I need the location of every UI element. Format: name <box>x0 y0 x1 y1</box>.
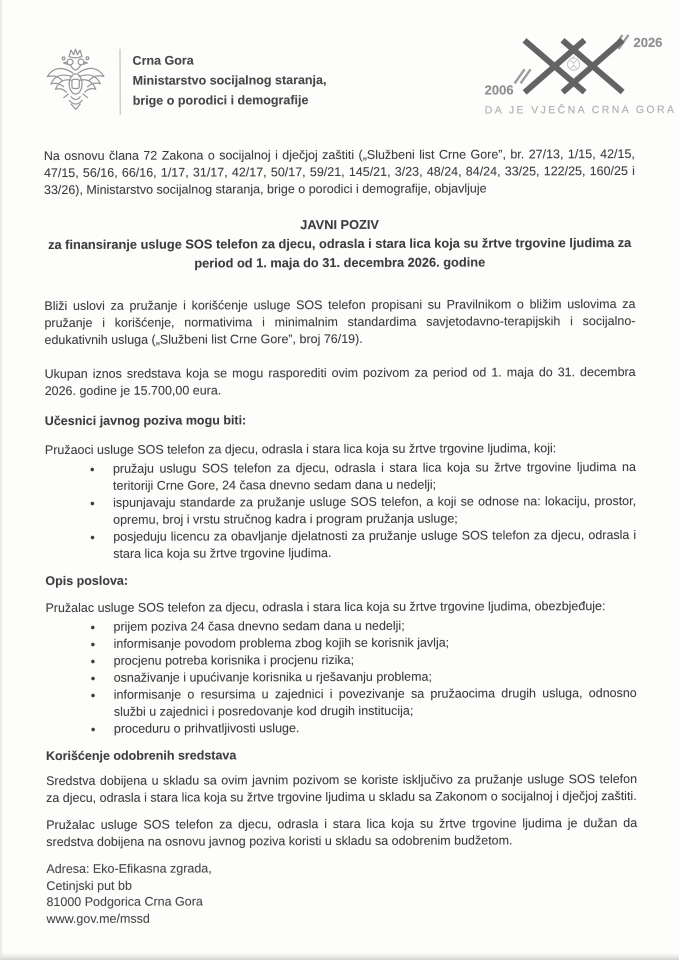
participants-lead: Pružaoci usluge SOS telefon za djecu, odrasla i stara lica koja su žrtve trgovine ljudima, koji: <box>44 441 557 458</box>
ministry-line-name-2: brige o porodici i demografije <box>132 93 309 108</box>
bullet-item: • ispunjavaju standarde za pružanje usluge SOS telefon, a koji se odnose na: lokaciju, prostor, opremu, broj i vrstu stručnog kadra i program pružanja usluge; <box>45 493 636 529</box>
job-description-heading: Opis poslova: <box>45 573 129 589</box>
bullet-item: • proceduru o prihvatljivosti usluge. <box>46 719 637 738</box>
website-text: www.gov.me/mssd <box>46 911 150 926</box>
bullet-item: • pružaju uslugu SOS telefon za djecu, odrasla i stara lica koja su žrtve trgovine ljudima na teritoriji Crne Gore, 24 časa dnevno sedam dana u nedelji; <box>45 459 636 495</box>
mini-coat-of-arms-icon <box>568 56 580 70</box>
ministry-line-country: Crna Gora <box>132 53 194 68</box>
document-header <box>43 34 677 128</box>
conditions-paragraph: Bliži uslovi za pružanje i korišćenje usluge SOS telefon propisani su Pravilnikom o bližim uslovima za pružanje i korišćenje, normativima i minimalnim standardima savjetodavno-terapijskih i socijalno-edukativnih usluga („Službeni list Crne Gore”, broj 76/19). <box>44 296 636 348</box>
montenegro-coat-of-arms-icon <box>43 45 107 128</box>
job-description-bullet-list <box>45 617 636 738</box>
amount-paragraph: Ukupan iznos sredstava koja se mogu rasporediti ovim pozivom za period od 1. maja do 31. decembra 2026. godine je 15.700,00 eura. <box>44 364 636 399</box>
use-of-funds-paragraph-1: Sredstva dobijena u skladu sa ovim javnim pozivom se koriste isključivo za pružanje usluge SOS telefon za djecu, odrasla i stara lica koja su žrtve trgovine ljudima u skladu sa Zakonom o socijalnoj i dječjoj zaštiti. <box>46 771 638 806</box>
document-title: JAVNI POZIV <box>300 216 379 233</box>
ministry-name <box>133 50 327 111</box>
intro-paragraph: Na osnovu člana 72 Zakona o socijalnoj i dječjoj zaštiti („Službeni list Crne Gore”, br. 27/13, 1/15, 42/15, 47/15, 56/16, 66/16, 1/17, 31/17, 42/17, 50/17, 59/21, 145/21, 3/23, 48/24, 84/24, 33/25, 122/25, 160/25 i 33/26), Ministarstvo socijalnog staranja, brige o porodici i demografije, objavljuje <box>43 146 635 198</box>
scan-edge-left <box>0 0 3 960</box>
logo-year-start: 2006 <box>484 82 514 98</box>
bullet-item: • procjenu potreba korisnika i procjenu rizika; <box>46 651 637 670</box>
title-block <box>44 214 635 273</box>
bullet-item: • posjeduju licencu za obavljanje djelatnosti za pružanje usluge SOS telefon za djecu, odrasla i stara lica koja su žrtve trgovine ljudima. <box>45 527 636 563</box>
participants-heading: Učesnici javnog poziva mogu biti: <box>44 413 247 429</box>
use-of-funds-paragraph-2: Pružalac usluge SOS telefon za djecu, odrasla i stara lica koja su žrtve trgovine ljudima je dužan da sredstva dobijena na osnovu javnog poziva koristi u skladu sa odobrenim budžetom. <box>46 815 638 850</box>
footer-address <box>46 859 637 927</box>
address-line-3: 81000 Podgorica Crna Gora <box>46 894 203 910</box>
header-divider <box>119 49 120 115</box>
bullet-item: • informisanje povodom problema zbog kojih se korisnik javlja; <box>46 634 637 653</box>
job-description-lead: Pružalac usluge SOS telefon za djecu, odrasla i stara lica koja su žrtve trgovine ljudima, obezbjeđuje: <box>45 599 606 616</box>
use-of-funds-heading: Korišćenje odobrenih sredstava <box>45 748 237 764</box>
bullet-item: • prijem poziva 24 časa dnevno sedam dana u nedelji; <box>45 617 636 636</box>
scan-edge-bottom <box>0 953 679 960</box>
address-line-1: Adresa: Eko-Efikasna zgrada, <box>46 861 212 877</box>
logo-caption: DA JE VJEČNA CRNA GORA <box>484 103 677 117</box>
participants-bullet-list <box>45 459 636 563</box>
document-subtitle: za finansiranje usluge SOS telefon za djecu, odrasla i stara lica koja su žrtve trgovine ljudima za period od 1. maja do 31. decembra 2026. godine <box>48 234 632 271</box>
ministry-line-name-1: Ministarstvo socijalnog staranja, <box>132 73 327 88</box>
bullet-item: • informisanje o resursima u zajednici i povezivanje sa pružaocima drugih usluga, odnosno službi u zajednici i posredovanje kod drugih institucija; <box>46 685 637 721</box>
xx-mark-icon <box>514 35 628 92</box>
bullet-item: • osnaživanje i upućivanje korisnika u rješavanju problema; <box>46 668 637 687</box>
address-line-2: Cetinjski put bb <box>46 878 132 893</box>
logo-year-end: 2026 <box>633 34 663 50</box>
anniversary-xx-logo <box>484 32 677 117</box>
